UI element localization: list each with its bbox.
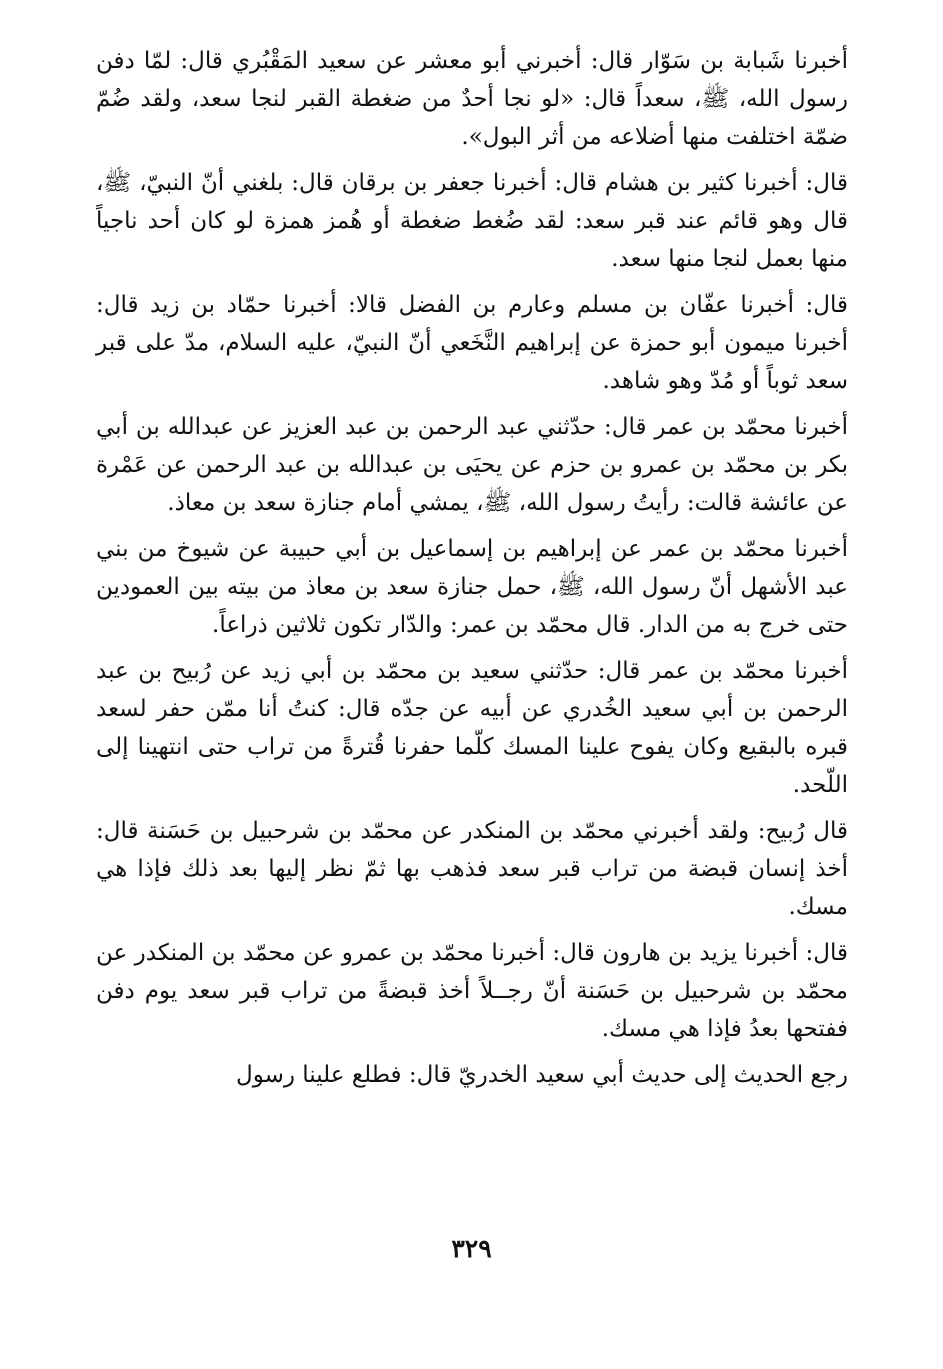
paragraph-1: أخبرنا شَبابة بن سَوّار قال: أخبرني أبو معشر عن سعيد المَقْبُري قال: لمّا دفن رسول الله، ﷺ، سعداً قال: «لو نجا أحدٌ من ضغطة القبر لنجا سعد، ولقد ضُمّ ضمّة اختلفت منها أضلاعه من أثر البول».	[96, 48, 848, 150]
paragraph-5: أخبرنا محمّد بن عمر عن إبراهيم بن إسماعيل بن أبي حبيبة عن شيوخ من بني عبد الأشهل أنّ رسول الله، ﷺ، حمل جنازة سعد بن معاذ من بيته بين العمودين حتى خرج به من الدار. قال محمّد بن عمر: والدّار تكون ثلاثين ذراعاً.	[96, 536, 848, 638]
page-number: ٣٢٩	[451, 1234, 492, 1263]
paragraph-9: رجع الحديث إلى حديث أبي سعيد الخدريّ قال: فطلع علينا رسول	[236, 1062, 848, 1088]
paragraph-6: أخبرنا محمّد بن عمر قال: حدّثني سعيد بن محمّد بن أبي زيد عن رُبيح بن عبد الرحمن بن أبي سعيد الخُدري عن أبيه عن جدّه قال: كنتُ أنا ممّن حفر لسعد قبره بالبقيع وكان يفوح علينا المسك كلّما حفرنا قُترةً من تراب حتى انتهينا إلى اللّحد.	[96, 658, 848, 798]
paragraph-4: أخبرنا محمّد بن عمر قال: حدّثني عبد الرحمن بن عبد العزيز عن عبدالله بن أبي بكر بن محمّد بن عمرو بن حزم عن يحيَى بن عبدالله بن عبد الرحمن عن عَمْرة عن عائشة قالت: رأيتُ رسول الله، ﷺ، يمشي أمام جنازة سعد بن معاذ.	[96, 414, 848, 516]
paragraph-2: قال: أخبرنا كثير بن هشام قال: أخبرنا جعفر بن برقان قال: بلغني أنّ النبيّ، ﷺ، قال وهو قائم عند قبر سعد: لقد ضُغط ضغطة أو هُمز همزة لو كان أحد ناجياً منها بعمل لنجا منها سعد.	[96, 170, 848, 272]
paragraph-3: قال: أخبرنا عفّان بن مسلم وعارم بن الفضل قالا: أخبرنا حمّاد بن زيد قال: أخبرنا ميمون أبو حمزة عن إبراهيم النَّخَعي أنّ النبيّ، عليه السلام، مدّ على قبر سعد ثوباً أو مُدّ وهو شاهد.	[96, 292, 848, 394]
main-text	[96, 42, 848, 1102]
paragraph-8: قال: أخبرنا يزيد بن هارون قال: أخبرنا محمّد بن عمرو عن محمّد بن المنكدر عن محمّد بن شرحبيل بن حَسَنة أنّ رجــلاً أخذ قبضةً من تراب قبر سعد يوم دفن ففتحها بعدُ فإذا هي مسك.	[96, 940, 848, 1042]
paragraph-7: قال رُبيح: ولقد أخبرني محمّد بن المنكدر عن محمّد بن شرحبيل بن حَسَنة قال: أخذ إنسان قبضة من تراب قبر سعد فذهب بها ثمّ نظر إليها بعد ذلك فإذا هي مسك.	[96, 818, 848, 920]
